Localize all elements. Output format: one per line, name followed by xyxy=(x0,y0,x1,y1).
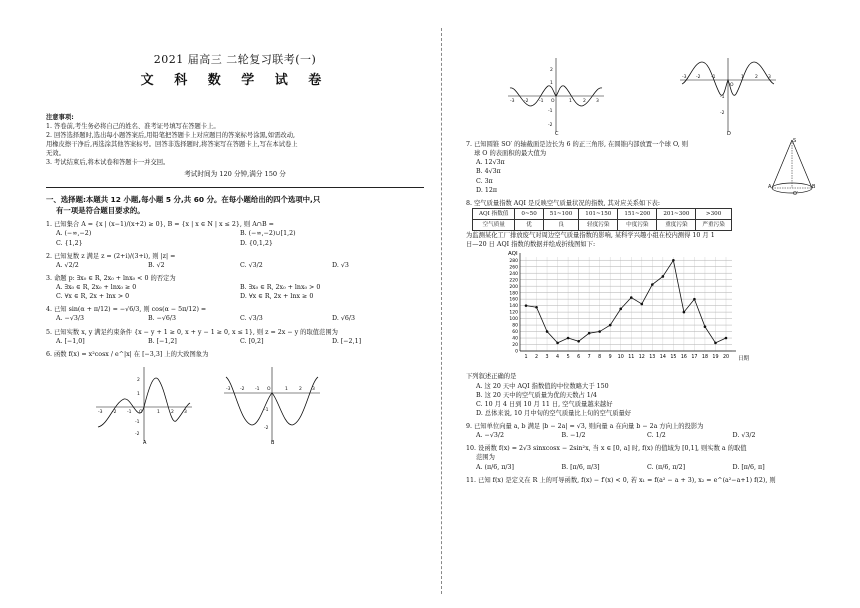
left-column xyxy=(46,0,424,608)
x-tick-label: 5 xyxy=(566,355,570,361)
option: D. [−2,1] xyxy=(332,337,362,345)
q10-stem: 10. 设函数 f(x) = 2√3 sinxcosx − 2sin²x, 当 x ∈ [0, a] 时, f(x) 的值域为 [0,1], 则实数 a 的取值 xyxy=(466,445,747,453)
y-tick-label: 20 xyxy=(512,343,518,349)
svg-text:O: O xyxy=(267,386,271,392)
svg-text:3: 3 xyxy=(768,75,771,80)
q10-option: A. (π/6, π/3] xyxy=(476,463,514,471)
y-tick-label: 180 xyxy=(509,291,518,297)
q7-stem: 7. 已知圆锥 SO′ 的轴截面是边长为 6 的正三角形, 在圆锥内部放置一个球 O, 则 xyxy=(466,141,689,148)
table-cell: 严重污染 xyxy=(696,219,731,230)
y-tick-label: 160 xyxy=(509,298,518,304)
y-tick-label: 140 xyxy=(509,304,518,310)
note-item: 用橡皮擦干净后,再选涂其他答案标号。回答非选择题时,将答案写在答题卡上,写在本试卷上 xyxy=(46,141,298,149)
data-point xyxy=(672,259,675,262)
x-tick-label: 18 xyxy=(701,355,709,361)
option: B. ∃x₀ ∈ R, 2x₀ + lnx₀ > 0 xyxy=(240,284,321,292)
svg-text:-2: -2 xyxy=(696,75,701,80)
option: A. (−∞,−2) xyxy=(56,230,92,238)
table-row xyxy=(473,219,732,230)
svg-text:-2: -2 xyxy=(240,386,245,392)
q9-option: A. −√3/2 xyxy=(476,432,504,440)
data-point xyxy=(704,326,707,329)
x-tick-label: 10 xyxy=(617,355,624,361)
svg-text:-2: -2 xyxy=(548,123,553,128)
exam-time: 考试时间为 120 分钟,满分 150 分 xyxy=(184,169,286,178)
option: B. √2 xyxy=(148,261,165,269)
data-point xyxy=(693,298,696,301)
data-point xyxy=(546,331,549,334)
data-point xyxy=(577,340,580,343)
q9-option: B. −1/2 xyxy=(561,432,586,440)
data-point xyxy=(525,305,528,308)
y-tick-label: 200 xyxy=(509,285,518,291)
y-tick-label: 80 xyxy=(512,324,518,330)
svg-text:S: S xyxy=(793,138,797,144)
y-tick-label: 280 xyxy=(509,259,518,265)
x-tick-label: 8 xyxy=(598,355,602,361)
q10-stem-cont: 范围为 xyxy=(476,454,495,462)
y-tick-label: 40 xyxy=(512,336,518,342)
option: D. √6/3 xyxy=(332,315,355,323)
y-tick-label: 240 xyxy=(509,272,518,278)
svg-text:2: 2 xyxy=(550,68,553,73)
data-point xyxy=(619,308,622,311)
column-divider xyxy=(441,28,442,594)
svg-text:-1: -1 xyxy=(720,95,725,100)
question-stem: 3. 命题 p: ∃x₀ ∈ R, 2x₀ + lnx₀ < 0 的否定为 xyxy=(46,274,176,282)
svg-text:-3: -3 xyxy=(682,75,687,80)
question-stem: 1. 已知集合 A = {x | (x−1)/(x+2) ≥ 0}, B = {x | x ∈ N | x ≤ 2}, 则 A∩B = xyxy=(46,221,274,229)
table-cell: AQI 指数值 xyxy=(473,208,515,219)
svg-text:2: 2 xyxy=(299,386,302,392)
q6-graph-c xyxy=(506,54,606,136)
q8-after: 下列叙述正确的是 xyxy=(466,373,517,381)
option: C. √3/2 xyxy=(240,261,263,269)
question-stem: 5. 已知实数 x, y 满足约束条件 {x − y + 1 ≥ 0, x + y − 1 ≥ 0, x ≤ 1}, 则 z = 2x − y 的取值范围为 xyxy=(46,328,338,336)
svg-text:2: 2 xyxy=(755,75,758,80)
data-point xyxy=(725,337,728,340)
q8-text-cont: 日—20 日 AQI 指数的数据并绘成折线图如下: xyxy=(466,241,596,249)
y-tick-label: 100 xyxy=(509,317,518,323)
q10-option: C. (π/6, π/2] xyxy=(647,463,686,471)
q9-option: C. 1/2 xyxy=(647,432,666,440)
question-2 xyxy=(46,252,424,270)
q8-option: C. 10 月 4 日到 10 月 11 日, 空气质量越来越好 xyxy=(476,400,613,408)
exam-title: 2021 届高三 二轮复习联考(一) xyxy=(153,53,317,66)
question-11 xyxy=(466,476,818,485)
y-tick-label: 0 xyxy=(515,349,518,355)
svg-text:-2: -2 xyxy=(720,111,725,116)
chart-xlabel: 日期 xyxy=(738,356,750,363)
option: D. ∀x ∈ R, 2x + lnx ≥ 0 xyxy=(240,293,314,301)
svg-text:O: O xyxy=(730,83,734,88)
note-item: 无效。 xyxy=(46,150,65,158)
table-cell: 0~50 xyxy=(515,208,543,219)
right-column xyxy=(466,0,818,608)
y-tick-label: 60 xyxy=(512,330,518,336)
q9-options xyxy=(466,431,818,440)
separator-rule xyxy=(46,187,424,188)
q8-option: B. 这 20 天中的空气质量为优的天数占 1/4 xyxy=(476,391,597,399)
x-tick-label: 14 xyxy=(659,355,666,361)
q7-option: C. 3π xyxy=(476,177,493,185)
option: A. √2/2 xyxy=(56,261,79,269)
svg-text:A: A xyxy=(768,184,772,190)
q6-graphs-ab xyxy=(46,363,424,445)
cone-figure xyxy=(768,136,816,200)
q6-graph-b xyxy=(222,363,322,445)
svg-text:-2: -2 xyxy=(135,431,140,437)
table-cell: 151~200 xyxy=(618,208,657,219)
option: B. −√6/3 xyxy=(148,315,177,323)
svg-text:-1: -1 xyxy=(127,409,132,415)
option: D. {0,1,2} xyxy=(240,239,273,247)
y-tick-label: 220 xyxy=(509,278,518,284)
svg-text:-3: -3 xyxy=(98,409,103,415)
data-point xyxy=(567,337,570,340)
data-point xyxy=(535,306,538,309)
question-8 xyxy=(466,199,818,418)
svg-text:-2: -2 xyxy=(264,425,269,431)
graph-label-c: C xyxy=(555,131,559,136)
data-point xyxy=(683,311,686,314)
aqi-line-chart xyxy=(500,249,760,369)
svg-text:-1: -1 xyxy=(264,407,269,413)
graph-label-d: D xyxy=(727,131,731,136)
question-stem: 6. 函数 f(x) = x²cosx / e^|x| 在 [−3,3] 上的大致图象为 xyxy=(46,350,209,358)
svg-text:-2: -2 xyxy=(524,99,529,104)
svg-text:1: 1 xyxy=(157,409,160,415)
table-cell: 51~100 xyxy=(543,208,578,219)
table-cell: 空气质量 xyxy=(473,219,515,230)
svg-text:3: 3 xyxy=(184,409,187,415)
table-cell: >300 xyxy=(696,208,731,219)
data-point xyxy=(588,332,591,335)
q10-options xyxy=(466,463,818,472)
x-tick-label: 9 xyxy=(608,355,612,361)
svg-text:1: 1 xyxy=(741,75,744,80)
q9-stem: 9. 已知单位向量 a, b 满足 |b − 2a| = √3, 则向量 a 在向量 b − 2a 方向上的投影为 xyxy=(466,423,704,431)
option: C. {1,2} xyxy=(56,239,83,247)
question-options xyxy=(46,261,424,270)
x-tick-label: 1 xyxy=(524,355,528,361)
q6-graphs-cd xyxy=(466,54,818,136)
q6-graph-d xyxy=(678,54,778,136)
note-item: 1. 答卷前,考生务必将自己的姓名、准考证号填写在答题卡上。 xyxy=(46,122,220,130)
svg-text:2: 2 xyxy=(137,377,140,383)
svg-text:1: 1 xyxy=(569,99,572,104)
table-cell: 轻度污染 xyxy=(579,219,618,230)
question-3 xyxy=(46,274,424,301)
option: A. [−1,0] xyxy=(56,337,85,345)
question-9 xyxy=(466,422,818,440)
left-questions xyxy=(46,220,424,359)
svg-text:B: B xyxy=(812,184,816,190)
option: C. [0,2] xyxy=(240,337,264,345)
question-4 xyxy=(46,305,424,323)
y-tick-label: 260 xyxy=(509,265,518,271)
x-tick-label: 19 xyxy=(712,355,719,361)
exam-subtitle: 文 科 数 学 试 卷 xyxy=(140,72,330,88)
data-point xyxy=(598,331,601,334)
notes-heading: 注意事项: xyxy=(46,113,74,121)
x-tick-label: 16 xyxy=(680,355,687,361)
x-tick-label: 7 xyxy=(587,355,591,361)
svg-text:O: O xyxy=(551,99,555,104)
svg-text:O′: O′ xyxy=(793,191,799,197)
option: A. ∃x₀ ∈ R, 2x₀ + lnx₀ ≥ 0 xyxy=(56,284,137,292)
option: C. ∀x ∈ R, 2x + lnx > 0 xyxy=(56,293,130,301)
table-row xyxy=(473,208,732,219)
question-options xyxy=(46,314,424,323)
q10-option: B. [π/6, π/3] xyxy=(561,463,600,471)
data-point xyxy=(630,297,633,300)
note-item: 2. 回答选择题时,选出每小题答案后,用铅笔把答题卡上对应题目的答案标号涂黑,如需改动, xyxy=(46,132,296,140)
table-cell: 重度污染 xyxy=(657,219,696,230)
x-tick-label: 3 xyxy=(545,355,549,361)
question-7 xyxy=(466,140,818,195)
graph-label-a: A xyxy=(143,439,147,445)
series-line xyxy=(526,261,726,344)
svg-text:1: 1 xyxy=(285,386,288,392)
svg-text:2: 2 xyxy=(171,409,174,415)
q7-option: A. 12√3π xyxy=(476,159,505,167)
section-heading: 一、选择题:本题共 12 小题,每小题 5 分,共 60 分。在每小题给出的四个选项中,只 xyxy=(46,195,321,205)
svg-text:3: 3 xyxy=(312,386,315,392)
option: B. (−∞,−2)∪[1,2) xyxy=(240,230,296,238)
svg-text:-3: -3 xyxy=(226,386,231,392)
table-cell: 201~300 xyxy=(657,208,696,219)
q8-option: D. 总体来说, 10 月中旬的空气质量比上旬的空气质量好 xyxy=(476,409,632,417)
svg-text:1: 1 xyxy=(550,81,553,86)
option: D. √3 xyxy=(332,261,349,269)
x-tick-label: 17 xyxy=(691,355,698,361)
q8-stem: 8. 空气质量指数 AQI 是反映空气质量状况的指数, 其对应关系如下表: xyxy=(466,199,661,207)
q7-option: D. 12π xyxy=(476,186,497,194)
question-options xyxy=(46,229,424,247)
svg-text:-1: -1 xyxy=(539,99,544,104)
data-point xyxy=(714,342,717,345)
q6-graph-a xyxy=(94,363,194,445)
question-6 xyxy=(46,350,424,359)
x-tick-label: 6 xyxy=(577,355,581,361)
table-cell: 101~150 xyxy=(579,208,618,219)
table-cell: 良 xyxy=(543,219,578,230)
x-tick-label: 13 xyxy=(649,355,656,361)
data-point xyxy=(609,324,612,327)
q7-option: B. 4√3π xyxy=(476,168,501,176)
svg-text:-1: -1 xyxy=(255,386,260,392)
q8-text: 为监测某化工厂排放废气对周边空气质量指数的影响, 某科学兴趣小组在校内测得 10 月 1 xyxy=(466,232,715,240)
svg-text:2: 2 xyxy=(583,99,586,104)
aqi-table xyxy=(472,208,732,231)
x-tick-label: 4 xyxy=(556,355,560,361)
data-point xyxy=(651,284,654,287)
chart-ylabel: AQI xyxy=(508,251,518,258)
x-tick-label: 2 xyxy=(534,355,539,361)
notes-list xyxy=(46,122,424,168)
q9-option: D. √3/2 xyxy=(732,432,756,440)
svg-text:1: 1 xyxy=(137,391,140,397)
x-tick-label: 11 xyxy=(628,355,635,361)
data-point xyxy=(640,303,643,306)
q11-stem: 11. 已知 f(x) 是定义在 R 上的可导函数, f(x) − f′(x) < 0, 若 x₁ = f(a² − a + 3), x₂ = e^(a²−a+1) f(2), 则 xyxy=(466,476,776,484)
question-stem: 4. 已知 sin(α + π/12) = −√6/3, 则 cos(α − 5π/12) = xyxy=(46,306,207,314)
note-item: 3. 考试结束后,将本试卷和答题卡一并交回。 xyxy=(46,159,170,167)
question-stem: 2. 已知复数 z 满足 z = (2+i)/(3+i), 则 |z| = xyxy=(46,252,176,260)
question-1 xyxy=(46,220,424,247)
option: B. [−1,2] xyxy=(148,337,177,345)
graph-label-b: B xyxy=(271,439,275,445)
svg-text:-1: -1 xyxy=(135,419,140,425)
svg-text:3: 3 xyxy=(596,99,599,104)
q7-stem-cont: 球 O 的表面积的最大值为 xyxy=(474,150,547,158)
question-5 xyxy=(46,328,424,346)
option: A. −√3/3 xyxy=(56,315,84,323)
x-tick-label: 12 xyxy=(638,355,645,361)
data-point xyxy=(556,342,559,345)
svg-text:O: O xyxy=(139,409,143,415)
q10-option: D. [π/6, π] xyxy=(732,463,765,471)
q8-option: A. 这 20 天中 AQI 指数值的中位数略大于 150 xyxy=(476,382,609,390)
section-heading-cont: 有一项是符合题目要求的。 xyxy=(56,206,145,216)
question-options xyxy=(46,337,424,346)
svg-text:-2: -2 xyxy=(112,409,117,415)
data-point xyxy=(662,275,665,278)
x-tick-label: 20 xyxy=(722,355,730,361)
y-tick-label: 120 xyxy=(509,311,518,317)
svg-text:-1: -1 xyxy=(548,109,553,114)
option: C. √3/3 xyxy=(240,315,263,323)
question-10 xyxy=(466,444,818,471)
question-options xyxy=(46,283,424,301)
svg-text:-3: -3 xyxy=(510,99,515,104)
table-cell: 中度污染 xyxy=(618,219,657,230)
svg-text:-1: -1 xyxy=(711,75,716,80)
table-cell: 优 xyxy=(515,219,543,230)
x-tick-label: 15 xyxy=(670,355,677,361)
